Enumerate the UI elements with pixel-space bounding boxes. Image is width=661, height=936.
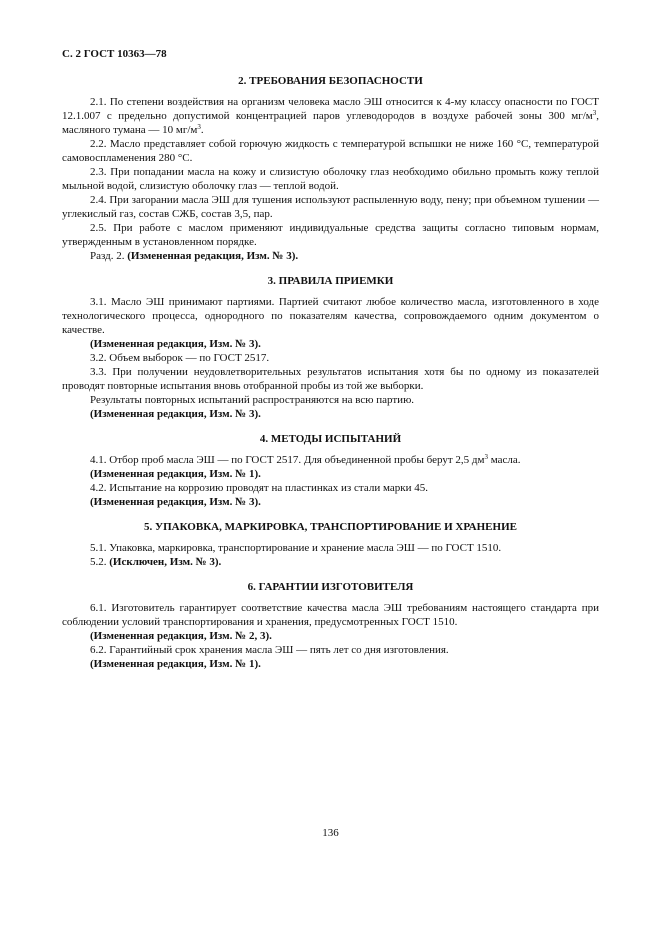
- paragraph-4-2: 4.2. Испытание на коррозию проводят на пластинках из стали марки 45.: [90, 482, 428, 494]
- paragraph-3-2: 3.2. Объем выборок — по ГОСТ 2517.: [90, 352, 270, 364]
- section-heading: 4. МЕТОДЫ ИСПЫТАНИЙ: [259, 433, 402, 445]
- section-safety: [62, 74, 599, 263]
- document-body: [62, 72, 599, 671]
- paragraph-2-1: 2.1. По степени воздействия на организм человека масло ЭШ относится к 4-му классу опасности по ГОСТ 12.1.007 с предельно допустимой концентрацией паров углеводородов в воздухе рабочей зоны 300 $мг/м^3$, масляного тумана — 10 $мг/м^3$.: [62, 96, 599, 136]
- section-heading: 5. УПАКОВКА, МАРКИРОВКА, ТРАНСПОРТИРОВАНИЕ И ХРАНЕНИЕ: [144, 521, 517, 533]
- section-test-methods: [62, 432, 599, 509]
- amendment-note: (Измененная редакция, Изм. № 1).: [90, 468, 261, 480]
- amendment-note: (Измененная редакция, Изм. № 1).: [90, 658, 261, 670]
- page-number: 136: [322, 827, 339, 839]
- amendment-note: (Измененная редакция, Изм. № 2, 3).: [90, 630, 272, 642]
- section-acceptance: [62, 274, 599, 421]
- section-warranty: [62, 580, 599, 671]
- page-header: С. 2 ГОСТ 10363—78: [62, 48, 167, 60]
- section-heading: 2. ТРЕБОВАНИЯ БЕЗОПАСНОСТИ: [238, 75, 423, 87]
- paragraph-3-3: 3.3. При получении неудовлетворительных результатов испытания хотя бы по одному из показателей проводят повторные испытания вновь отобранной пробы из той же выборки.: [62, 366, 599, 392]
- paragraph-4-1: 4.1. Отбор проб масла ЭШ — по ГОСТ 2517. Для объединенной пробы берут 2,5 $дм^3$ масла.: [90, 453, 521, 466]
- paragraph-5-1: 5.1. Упаковка, маркировка, транспортирование и хранение масла ЭШ — по ГОСТ 1510.: [90, 542, 502, 554]
- paragraph-2-3: 2.3. При попадании масла на кожу и слизистую оболочку глаз необходимо обильно промыть кожу теплой мыльной водой, слизистую оболочку глаз — теплой водой.: [62, 166, 599, 192]
- amendment-note: (Измененная редакция, Изм. № 3).: [90, 496, 261, 508]
- paragraph-2-5: 2.5. При работе с маслом применяют индивидуальные средства защиты согласно типовым нормам, утвержденным в установленном порядке.: [62, 222, 599, 248]
- section-heading: 3. ПРАВИЛА ПРИЕМКИ: [267, 275, 394, 287]
- paragraph-3-1: 3.1. Масло ЭШ принимают партиями. Партией считают любое количество масла, изготовленного в ходе технологического процесса, однородного по показателям качества, сопровождаемого одним документом о качестве.: [62, 296, 599, 336]
- section-packaging: [62, 520, 599, 569]
- section-heading: 6. ГАРАНТИИ ИЗГОТОВИТЕЛЯ: [247, 581, 414, 593]
- amendment-note: (Измененная редакция, Изм. № 3).: [90, 408, 261, 420]
- amendment-note: (Измененная редакция, Изм. № 3).: [90, 338, 261, 350]
- amendment-note: Разд. 2. (Измененная редакция, Изм. № 3).: [90, 250, 299, 262]
- paragraph-3-3-cont: Результаты повторных испытаний распространяются на всю партию.: [90, 394, 415, 406]
- paragraph-5-2: 5.2. (Исключен, Изм. № 3).: [90, 556, 222, 568]
- paragraph-6-2: 6.2. Гарантийный срок хранения масла ЭШ — пять лет со дня изготовления.: [90, 644, 449, 656]
- paragraph-6-1: 6.1. Изготовитель гарантирует соответствие качества масла ЭШ требованиям настоящего стандарта при соблюдении условий транспортирования и хранения, предусмотренных ГОСТ 1510.: [62, 602, 599, 628]
- paragraph-2-2: 2.2. Масло представляет собой горючую жидкость с температурой вспышки не ниже 160 °С, температурой самовоспламенения 280 °С.: [62, 138, 599, 164]
- paragraph-2-4: 2.4. При загорании масла ЭШ для тушения используют распыленную воду, пену; при объемном тушении — углекислый газ, состав СЖБ, состав 3,5, пар.: [62, 194, 599, 220]
